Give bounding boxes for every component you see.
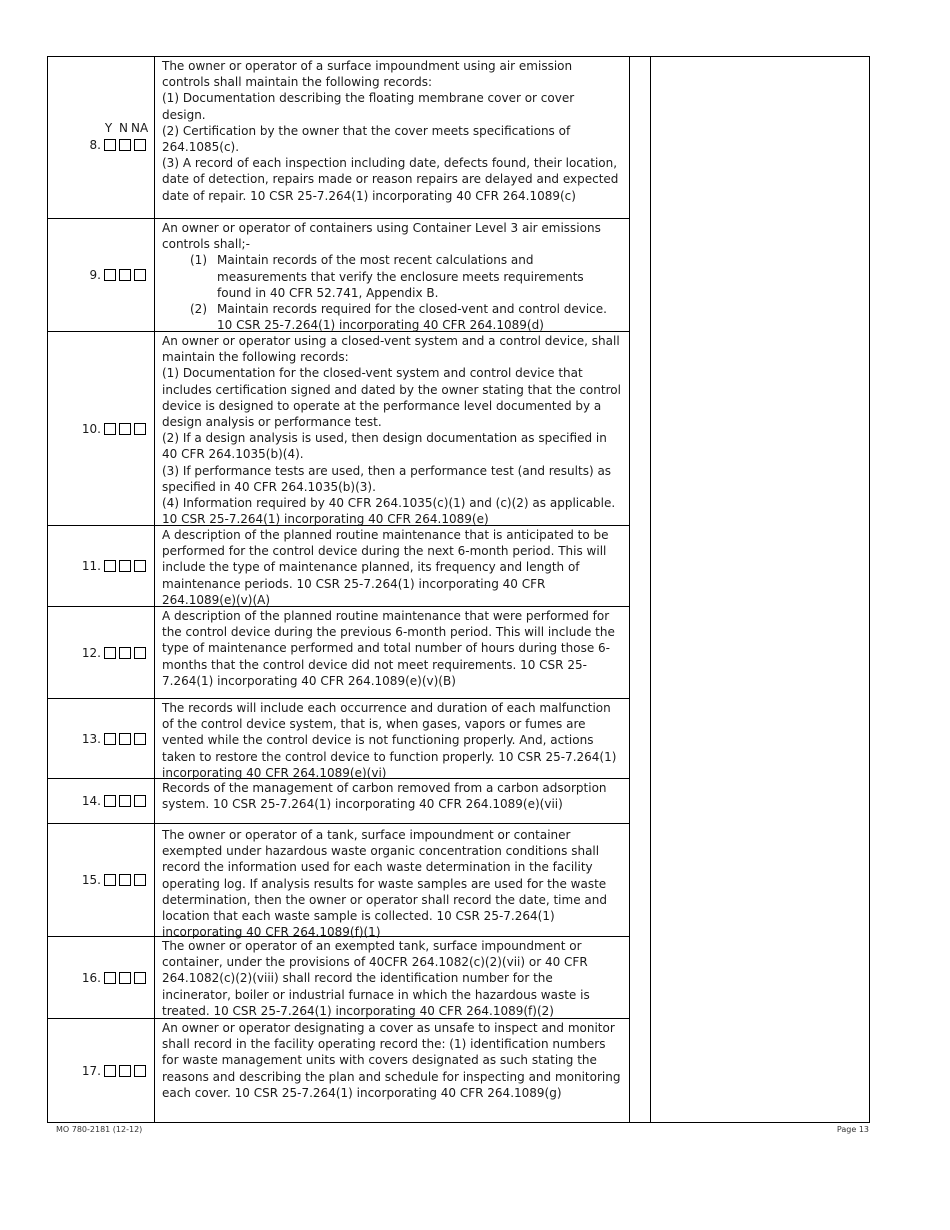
answer-group — [82, 971, 146, 985]
item-text — [162, 938, 621, 1019]
text-line: (3) If performance tests are used, then a performance test (and results) as specified in 40 CFR 264.1035(b)(3). — [162, 463, 612, 494]
answer-group — [82, 794, 146, 808]
na-checkbox[interactable] — [134, 560, 146, 572]
text-line: The owner or operator of a tank, surface impoundment or container exempted under hazardous waste organic concentration conditions shall record the information used for each waste determination in the facility operating log. If analysis results for waste samples are used for the waste determination, then the owner or operator shall record the date, time and location that each waste sample is collected. 10 CSR 25-7.264(1) incorporating 40 CFR 264.1089(f)(1) — [162, 828, 607, 940]
row-number-cell — [48, 937, 154, 1018]
text-line: (3) A record of each inspection including date, defects found, their location, date of detection, repairs made or reason repairs are delayed and expected date of repair. 10 CSR 25-7.264(1) incorporating 40 CFR 264.1089(c) — [162, 156, 619, 203]
text-line: (2) If a design analysis is used, then design documentation as specified in 40 CFR 264.1035(b)(4). — [162, 431, 607, 462]
na-checkbox[interactable] — [134, 423, 146, 435]
text-line: A description of the planned routine maintenance that were performed for the control device during the previous 6-month period. This will include the type of maintenance performed and total number of hours during those 6-months that the control device did not meet requirements. 10 CSR 25-7.264(1) incorporating 40 CFR 264.1089(e)(v)(B) — [162, 609, 615, 688]
row-number-cell — [48, 57, 154, 218]
text-line: (4) Information required by 40 CFR 264.1035(c)(1) and (c)(2) as applicable. 10 CSR 25-7.264(1) incorporating 40 CFR 264.1089(e) — [162, 496, 616, 527]
text-line: (1) Documentation for the closed-vent system and control device that includes certification signed and dated by the owner stating that the control device is designed to operate at the performance level documented by a design analysis or performance test. — [162, 366, 621, 430]
item-text — [162, 220, 621, 333]
list-text: Maintain records of the most recent calculations and measurements that verify the enclosure meets requirements found in 40 CFR 52.741, Appendix B. — [217, 253, 584, 300]
text-line: The owner or operator of a surface impoundment using air emission controls shall maintain the following records: — [162, 59, 573, 90]
list-label: (2) — [190, 302, 207, 317]
yes-checkbox[interactable] — [104, 795, 116, 807]
na-checkbox[interactable] — [134, 733, 146, 745]
checklist-row — [48, 699, 629, 779]
text-line: The records will include each occurrence and duration of each malfunction of the control device system, that is, when gases, vapors or fumes are vented while the control device is not functioning properly. And, actions taken to restore the control device to function properly. 10 CSR 25-7.264(1) incorporating 40 CFR 264.1089(e)(vi) — [162, 701, 617, 780]
na-checkbox[interactable] — [134, 139, 146, 151]
checklist-row — [48, 779, 629, 824]
checklist-row — [48, 57, 629, 219]
item-text — [162, 780, 621, 812]
text-line: (2) Certification by the owner that the cover meets specifications of 264.1085(c). — [162, 123, 571, 155]
text-line: (1) Documentation describing the floating membrane cover or cover design. — [162, 91, 575, 122]
no-checkbox[interactable] — [119, 1065, 131, 1077]
no-checkbox[interactable] — [119, 795, 131, 807]
row-number-cell — [48, 607, 154, 698]
yes-checkbox[interactable] — [104, 269, 116, 281]
item-text — [162, 333, 621, 527]
no-checkbox[interactable] — [119, 423, 131, 435]
item-text — [162, 700, 621, 781]
form-id: MO 780-2181 (12-12) — [56, 1125, 143, 1134]
row-number-cell — [48, 219, 154, 331]
yes-checkbox[interactable] — [104, 972, 116, 984]
no-checkbox[interactable] — [119, 139, 131, 151]
answer-group — [82, 646, 146, 660]
na-checkbox[interactable] — [134, 972, 146, 984]
item-number: 15. — [81, 873, 101, 887]
na-checkbox[interactable] — [134, 1065, 146, 1077]
no-checkbox[interactable] — [119, 972, 131, 984]
checklist-row — [48, 332, 629, 526]
answer-group — [82, 559, 146, 573]
item-number: 16. — [81, 970, 101, 985]
item-number: 17. — [81, 1064, 101, 1078]
row-number-cell — [48, 332, 154, 525]
item-number: 14. — [81, 794, 101, 808]
column-divider — [650, 57, 651, 1122]
row-number-cell — [48, 699, 154, 778]
text-line: An owner or operator of containers using Container Level 3 air emissions controls shall;- — [162, 221, 601, 252]
no-checkbox[interactable] — [119, 733, 131, 745]
yes-checkbox[interactable] — [104, 874, 116, 886]
item-number: 9. — [89, 268, 101, 282]
answer-group — [82, 873, 146, 887]
row-number-cell — [48, 824, 154, 936]
na-checkbox[interactable] — [134, 795, 146, 807]
checklist-row — [48, 1019, 629, 1123]
page-number: Page 13 — [836, 1125, 869, 1134]
na-checkbox[interactable] — [134, 269, 146, 281]
item-number: 11. — [81, 559, 101, 573]
checklist-row — [48, 607, 629, 699]
item-text — [162, 608, 621, 689]
yes-checkbox[interactable] — [104, 139, 116, 151]
no-checkbox[interactable] — [119, 269, 131, 281]
na-label: NA — [131, 121, 149, 135]
text-line: Records of the management of carbon removed from a carbon adsorption system. 10 CSR 25-7.264(1) incorporating 40 CFR 264.1089(e)(vii) — [162, 781, 607, 812]
yes-label: Y — [104, 121, 113, 135]
item-text — [162, 1020, 621, 1101]
na-checkbox[interactable] — [134, 647, 146, 659]
answer-group — [82, 1064, 146, 1078]
yes-checkbox[interactable] — [104, 647, 116, 659]
item-text — [162, 527, 621, 608]
list-text: Maintain records required for the closed-vent and control device. 10 CSR 25-7.264(1) incorporating 40 CFR 264.1089(d) — [217, 302, 607, 333]
item-text — [162, 827, 621, 940]
item-text — [162, 58, 621, 204]
na-checkbox[interactable] — [134, 874, 146, 886]
item-number: 10. — [81, 421, 101, 436]
no-checkbox[interactable] — [119, 874, 131, 886]
text-line: The owner or operator of an exempted tank, surface impoundment or container, under the provisions of 40CFR 264.1082(c)(2)(vii) or 40 CFR 264.1082(c)(2)(viii) shall record the identification number for the incinerator, boiler or industrial furnace in which the hazardous waste is treated. 10 CSR 25-7.264(1) incorporating 40 CFR 264.1089(f)(2) — [162, 939, 590, 1018]
ynna-header — [101, 121, 149, 135]
yes-checkbox[interactable] — [104, 733, 116, 745]
no-checkbox[interactable] — [119, 647, 131, 659]
checklist-form — [47, 56, 870, 1123]
checklist-row — [48, 824, 629, 940]
item-number: 8. — [89, 138, 101, 152]
checklist-row — [48, 937, 629, 1019]
item-number: 13. — [81, 731, 101, 746]
text-line: An owner or operator designating a cover as unsafe to inspect and monitor shall record in the facility operating record the: (1) identification numbers for waste management units with covers designated as such stating the reasons and describing the plan and schedule for inspecting and monitoring each cover. 10 CSR 25-7.264(1) incorporating 40 CFR 264.1089(g) — [162, 1021, 621, 1100]
yes-checkbox[interactable] — [104, 560, 116, 572]
checklist-row — [48, 219, 629, 332]
list-label: (1) — [190, 253, 207, 268]
row-number-cell — [48, 779, 154, 823]
answer-group — [82, 732, 146, 746]
row-number-cell — [48, 526, 154, 606]
yes-checkbox[interactable] — [104, 423, 116, 435]
list-item — [162, 301, 621, 333]
answer-group — [90, 138, 146, 152]
answer-group — [90, 268, 146, 282]
text-line: A description of the planned routine maintenance that is anticipated to be performed for the control device during the next 6-month period. This will include the type of maintenance planned, its frequency and length of maintenance periods. 10 CSR 25-7.264(1) incorporating 40 CFR 264.1089(e)(v)(A) — [162, 528, 609, 607]
item-number: 12. — [81, 645, 101, 660]
list-item — [162, 252, 621, 301]
answer-group — [82, 422, 146, 436]
yes-checkbox[interactable] — [104, 1065, 116, 1077]
text-line: An owner or operator using a closed-vent system and a control device, shall maintain the following records: — [162, 334, 620, 365]
column-divider — [629, 57, 630, 1122]
checklist-row — [48, 526, 629, 607]
row-number-cell — [48, 1019, 154, 1123]
no-checkbox[interactable] — [119, 560, 131, 572]
no-label: N — [119, 121, 128, 135]
